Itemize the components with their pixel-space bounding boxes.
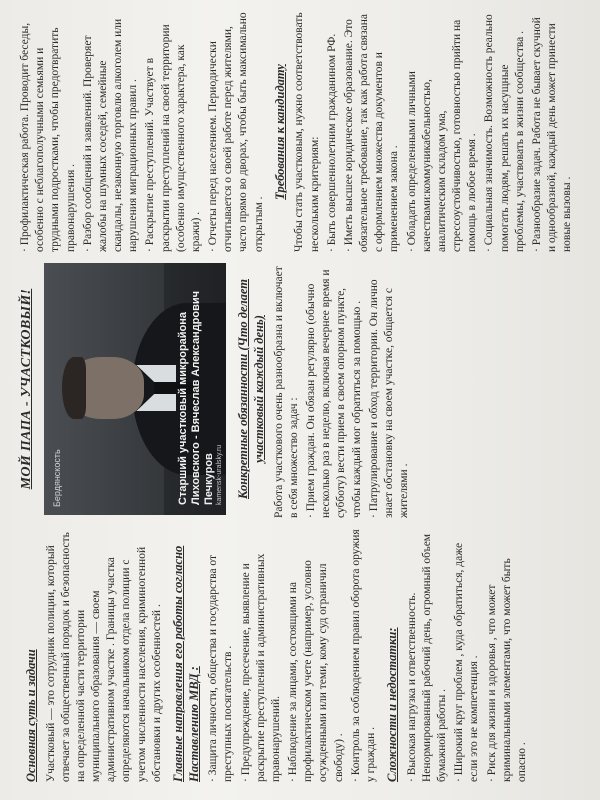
daily-intro: Работа участкового очень разнообразна и включает в себя множество задач :	[272, 266, 300, 518]
heading-drawbacks: Сложности и недостатки:	[385, 627, 400, 782]
right-column	[18, 12, 588, 252]
list-item: · Иметь высшее юридическое образование. Это обязательное требование, так как работа связана с оформлением множества документов и применением закона .	[342, 14, 401, 252]
list-item: · Высокая нагрузка и ответственность. Ненормированный рабочий день, огромный объем бумажной работы .	[405, 533, 449, 782]
photo-logo: Бердянскость	[52, 449, 63, 507]
list-item: · Защита личности, общества и государства от преступных посягательств .	[207, 554, 235, 782]
list-item: · Профилактическая работа. Проводит беседы, особенно с неблагополучными семьями и трудными подростками, чтобы предотвратить правонарушения .	[19, 22, 77, 252]
intro-paragraph: Участковый — это сотрудник полиции, который отвечает за общественный порядок и безопасность на определенной части территории муниципального образования — своем административном участке . Границы участка определяются начальником отдела полиции с учетом численности населения, криминогенной обстановки и других особенностей .	[44, 532, 163, 782]
list-item: · Широкий круг проблем , куда обратиться, даже если это не компетенция .	[453, 542, 481, 782]
list-item: · Быть совершеннолетним гражданином РФ.	[325, 33, 338, 252]
list-item: · Прием граждан. Он обязан регулярно (обычно несколько раз в неделю, включая вечернее время и субботу) вести прием в своем опорном пункте, чтобы каждый мог обратиться за помощью .	[305, 269, 363, 518]
list-item: · Патрулирование и обход территории. Он лично знает обстановку на своем участке, общается с жителями .	[367, 279, 411, 518]
list-item: · Наблюдение за лицами, состоящими на профилактическом учете (например, условно осужденными или теми, кому суд ограничил свободу) .	[287, 560, 345, 782]
requirements-list	[325, 12, 576, 252]
heading-daily-duties: Конкретные обязанности (Что делает участковый каждый день)	[236, 278, 267, 500]
duties-list	[206, 527, 379, 782]
page-title: МОЙ ПАПА - УЧАСТКОВЫЙ!	[19, 288, 34, 490]
list-item: · Разнообразие задач. Работа не бывает скучной и однообразной, каждый день может принести новые вызовы .	[530, 17, 574, 252]
photo-source: kamensk-uralsky.ru	[216, 444, 224, 505]
left-column	[18, 527, 588, 782]
list-item: · Разбор сообщений и заявлений. Проверяет жалобы на шумных соседей, семейные скандалы, незаконную торговлю алкоголем или нарушения миграционных правил .	[81, 18, 140, 252]
middle-column	[18, 260, 588, 518]
list-item: · Контроль за соблюдением правил оборота оружия у граждан .	[349, 529, 377, 782]
list-item: · Раскрытие преступлений. Участвует в раскрытии преступлений на своей территории (особенно имущественного характера, как кражи) .	[144, 24, 202, 252]
list-item: · Обладать определенными личными качествами:коммуникабельностью, аналитическим складом ума, стрессоустойчивостью, готовностью прийти на помощь в любое время .	[405, 19, 479, 252]
list-item: · Отчеты перед населением. Периодически отчитывается о своей работе перед жителями, часто прямо во дворах, чтобы быть максимально открытым .	[207, 12, 265, 252]
requirements-intro: Чтобы стать участковым, нужно соответствовать нескольким критериям:	[293, 12, 321, 252]
officer-photo	[44, 263, 226, 515]
list-item: · Социальная значимость. Возможность реально помогать людям, решать их насущные проблемы, участвовать в жизни сообщества .	[483, 14, 526, 252]
work-list	[18, 12, 267, 252]
photo-caption: Старший участковый микрорайона Лиховского - Вячеслав Александрович Печкуров	[176, 290, 216, 505]
officer-hair	[62, 357, 86, 419]
heading-main-essence: Основная суть и задачи	[24, 649, 38, 782]
daily-duties-list	[304, 260, 412, 518]
list-item: · Предупреждение, пресечение, выявление и раскрытие преступлений и административных правонарушений.	[239, 553, 282, 782]
heading-requirements: Требования к кандидату	[272, 64, 287, 200]
drawbacks-list	[405, 527, 530, 782]
heading-main-directions: Главные направления его работы согласно Наставлению МВД :	[171, 545, 201, 782]
list-item: · Риск для жизни и здоровья , что может криминальными элементами, что может быть опасно .	[485, 558, 528, 782]
